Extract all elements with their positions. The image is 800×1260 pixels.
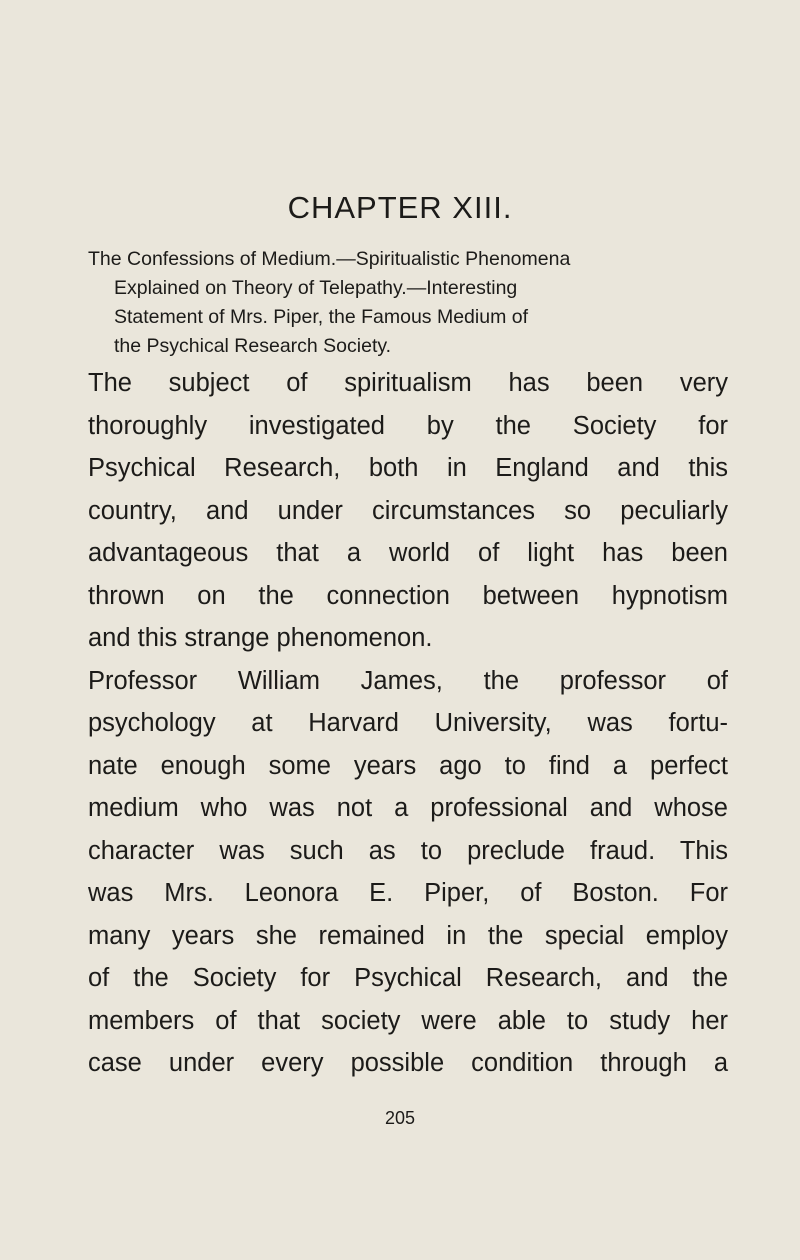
body-line: members of that society were able to study her [88, 1006, 728, 1035]
body-line: country, and under circumstances so peculiarly [88, 496, 728, 525]
body-line: thoroughly investigated by the Society for [88, 411, 728, 440]
chapter-summary [88, 245, 728, 361]
body-line: medium who was not a professional and whose [88, 794, 728, 822]
body-line: Psychical Research, both in England and this [88, 454, 728, 482]
body-line: of the Society for Psychical Research, and the [88, 964, 728, 992]
chapter-title: CHAPTER XIII. [287, 190, 513, 225]
body-text [88, 362, 728, 1085]
body-line: Professor William James, the professor of [88, 666, 728, 695]
body-line: character was such as to preclude fraud. This [88, 836, 728, 865]
summary-line: the Psychical Research Society. [114, 335, 392, 357]
page-number: 205 [384, 1108, 416, 1128]
body-line: The subject of spiritualism has been very [88, 369, 728, 397]
body-line: and this strange phenomenon. [88, 624, 433, 652]
body-line: advantageous that a world of light has been [88, 539, 728, 567]
body-line: many years she remained in the special employ [88, 921, 728, 950]
summary-line: Explained on Theory of Telepathy.—Interesting [114, 277, 518, 299]
summary-line: Statement of Mrs. Piper, the Famous Medium of [114, 306, 529, 328]
body-line: case under every possible condition through a [88, 1049, 728, 1077]
body-line: nate enough some years ago to find a perfect [88, 751, 728, 780]
body-line: thrown on the connection between hypnotism [88, 581, 728, 610]
body-line: was Mrs. Leonora E. Piper, of Boston. For [88, 879, 728, 907]
body-line: psychology at Harvard University, was fortu- [88, 709, 728, 737]
summary-line: The Confessions of Medium.—Spiritualistic Phenomena [88, 248, 571, 270]
